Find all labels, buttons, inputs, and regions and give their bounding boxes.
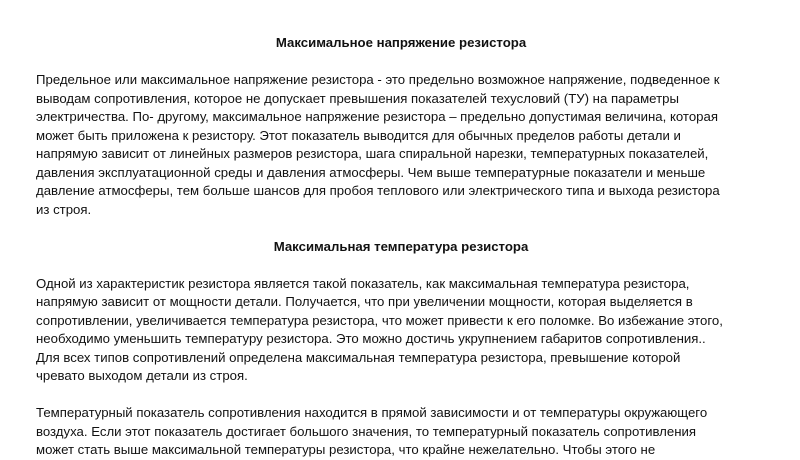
text-line: воздуха. Если этот показатель достигает большого значения, то температурный показатель сопротивления bbox=[36, 423, 696, 439]
section-heading-max-voltage: Максимальное напряжение резистора bbox=[275, 35, 527, 50]
spacer bbox=[36, 256, 766, 275]
spacer bbox=[36, 53, 766, 72]
paragraph-max-voltage bbox=[36, 71, 766, 219]
text-line: давление атмосферы, тем больше шансов для пробоя теплового или электрического типа и выхода резистора bbox=[36, 183, 720, 198]
text-line: выводам сопротивления, которое не допускает превышения показателей техусловий (ТУ) на параметры bbox=[36, 90, 679, 106]
text-line: давления эксплуатационной среды и давления атмосферы. Чем выше температурные показатели и меньше bbox=[36, 164, 706, 180]
text-line: чревато выходом детали из строя. bbox=[36, 368, 248, 383]
text-line: может стать выше максимальной температуры резистора, что крайне нежелательно. Чтобы этого не bbox=[36, 442, 656, 457]
text-line: сопротивлении, увеличивается температура резистора, что может привести к его поломке. Во избежание этого, bbox=[36, 312, 723, 328]
text-line: напрямую зависит от линейных размеров резистора, шага спиральной нарезки, температурных показателей, bbox=[36, 146, 709, 161]
text-line: электричества. По- другому, максимальное напряжение резистора – предельно допустимая величина, которая bbox=[36, 109, 718, 124]
spacer bbox=[36, 386, 766, 405]
text-line: напрямую зависит от мощности детали. Получается, что при увеличении мощности, которая выделяется в bbox=[36, 294, 693, 309]
section-max-voltage bbox=[36, 34, 766, 219]
text-line: Одной из характеристик резистора является такой показатель, как максимальная температура резистора, bbox=[36, 275, 690, 291]
text-line: Для всех типов сопротивлений определена максимальная температура резистора, превышение которой bbox=[36, 349, 681, 365]
text-line: может быть приложена к резистору. Этот показатель выводится для обычных пределов работы детали и bbox=[36, 127, 681, 143]
spacer bbox=[36, 219, 766, 238]
text-line: Предельное или максимальное напряжение резистора - это предельно возможное напряжение, подведенное к bbox=[36, 72, 720, 87]
text-line: из строя. bbox=[36, 201, 92, 217]
text-line: Температурный показатель сопротивления находится в прямой зависимости и от температуры окружающего bbox=[36, 405, 708, 420]
paragraph-max-temperature bbox=[36, 275, 766, 386]
document-page bbox=[36, 34, 766, 460]
paragraph-ambient-temperature bbox=[36, 404, 766, 460]
text-line: необходимо уменьшить температуру резистора. Это можно достичь укрупнением габаритов сопротивления.. bbox=[36, 331, 706, 346]
section-heading-max-temperature: Максимальная температура резистора bbox=[273, 238, 529, 254]
section-max-temperature bbox=[36, 238, 766, 460]
